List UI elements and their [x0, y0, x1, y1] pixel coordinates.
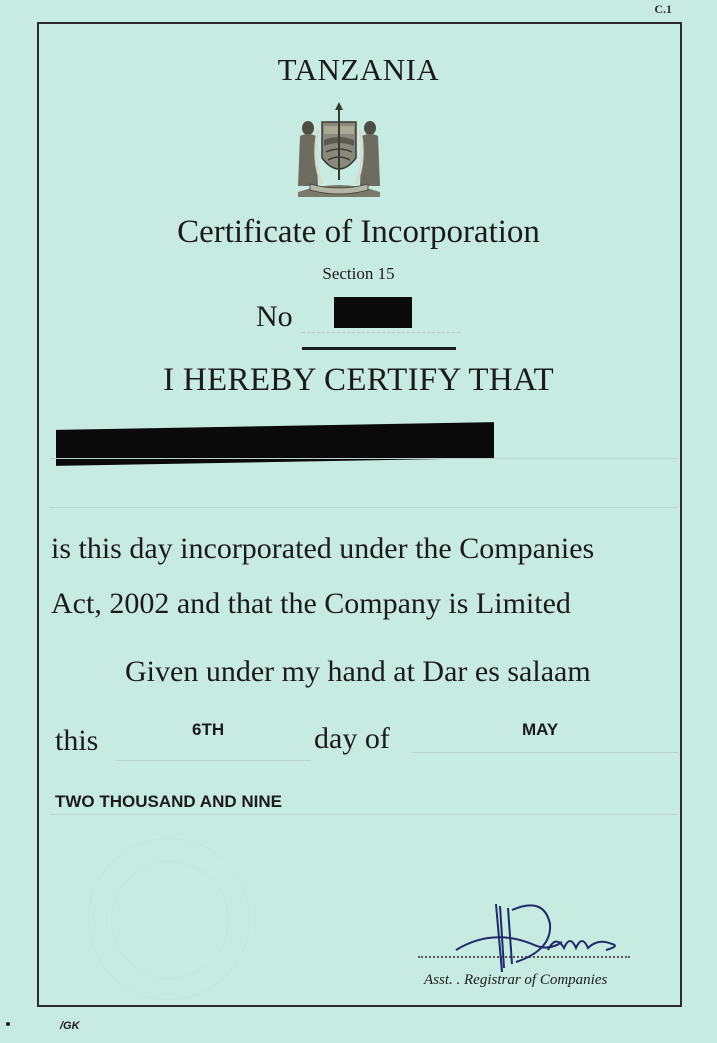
statement-line-2: Act, 2002 and that the Company is Limited — [51, 587, 571, 620]
embossed-seal-inner-ring — [111, 861, 229, 979]
company-name-line-1 — [50, 458, 677, 459]
given-under-line: Given under my hand at Dar es salaam — [125, 655, 591, 688]
year-line — [50, 814, 677, 815]
registrar-title: Asst. . Registrar of Companies — [424, 972, 608, 988]
day-line — [116, 760, 311, 761]
day-of-label: day of — [314, 722, 390, 755]
redacted-company-name — [56, 422, 494, 466]
number-label: No — [256, 300, 293, 333]
certify-heading: I HEREBY CERTIFY THAT — [163, 362, 554, 398]
this-label: this — [55, 724, 99, 757]
redacted-certificate-number — [334, 297, 412, 328]
statement-line-1: is this day incorporated under the Companies — [51, 532, 595, 565]
month-value: MAY — [522, 720, 559, 739]
form-code: C.1 — [654, 2, 672, 16]
company-name-line-2 — [50, 507, 677, 508]
country-heading: TANZANIA — [277, 52, 440, 87]
stray-dot — [6, 1022, 10, 1026]
section-reference: Section 15 — [322, 264, 395, 283]
certificate-title: Certificate of Incorporation — [177, 214, 540, 250]
coat-of-arms-icon — [288, 100, 390, 200]
footer-code: /GK — [60, 1020, 80, 1032]
day-value: 6TH — [192, 720, 225, 739]
signature-mark — [452, 898, 632, 980]
year-value: TWO THOUSAND AND NINE — [55, 792, 282, 811]
month-line — [412, 752, 678, 753]
number-underline — [302, 332, 460, 333]
embossed-seal — [88, 838, 250, 1000]
divider-rule — [302, 347, 456, 350]
